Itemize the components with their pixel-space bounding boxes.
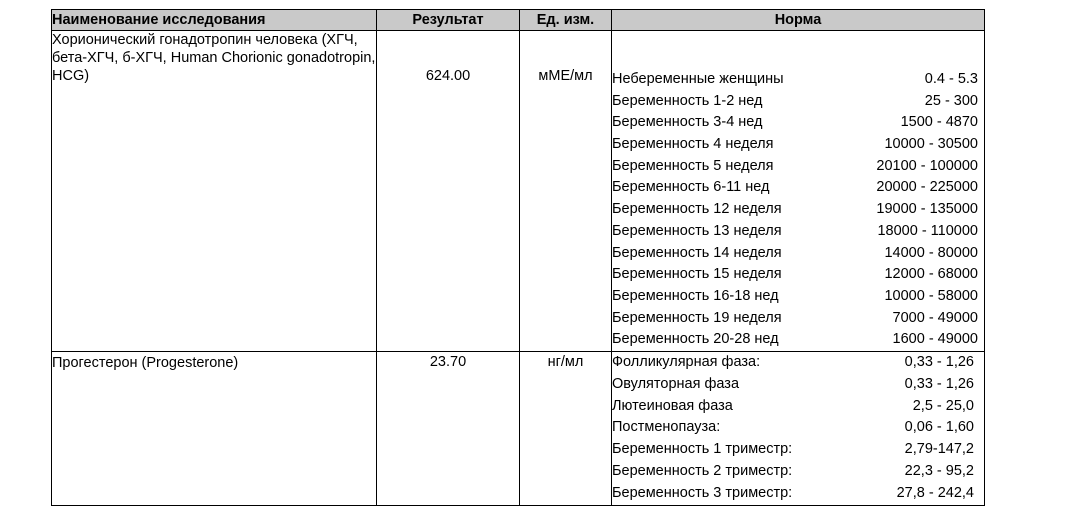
norm-range: 0,06 - 1,60 (904, 419, 974, 436)
norm-range: 20100 - 100000 (876, 157, 978, 174)
norm-range: 14000 - 80000 (884, 244, 978, 261)
norm-range: 22,3 - 95,2 (904, 462, 974, 479)
test-result: 624.00 (425, 68, 471, 84)
test-unit-cell (520, 351, 612, 505)
test-name: Прогестерон (Progesterone) (52, 351, 377, 505)
norm-label: Небеременные женщины (612, 71, 784, 87)
norm-item (612, 221, 984, 243)
norm-label: Беременность 3-4 нед (612, 114, 763, 131)
norm-cell (612, 31, 985, 352)
norm-label: Беременность 1-2 нед (612, 92, 763, 109)
norm-label: Беременность 2 триместр: (612, 462, 793, 479)
norm-label: Беременность 20-28 нед (612, 331, 779, 348)
norm-label: Постменопауза: (612, 419, 721, 436)
norm-list (612, 69, 984, 351)
norm-range: 19000 - 135000 (876, 201, 978, 218)
norm-item (612, 329, 984, 351)
norm-range: 27,8 - 242,4 (896, 484, 974, 501)
norm-label: Беременность 14 неделя (612, 244, 782, 261)
norm-item (612, 199, 984, 221)
test-result: 23.70 (429, 353, 467, 370)
norm-item (612, 264, 984, 286)
norm-item (612, 69, 984, 91)
norm-item (612, 374, 984, 396)
norm-item (612, 483, 984, 505)
norm-range: 0,33 - 1,26 (904, 375, 974, 392)
norm-item (612, 417, 984, 439)
norm-label: Беременность 6-11 нед (612, 179, 770, 196)
norm-range: 2,5 - 25,0 (912, 397, 974, 414)
norm-item (612, 177, 984, 199)
norm-item (612, 91, 984, 113)
norm-label: Лютеиновая фаза (612, 397, 733, 414)
norm-item (612, 112, 984, 134)
norm-label: Беременность 19 неделя (612, 309, 782, 326)
norm-range: 10000 - 58000 (884, 287, 978, 304)
norm-range: 18000 - 110000 (877, 222, 978, 239)
test-result-cell (377, 31, 520, 352)
norm-item (612, 308, 984, 330)
norm-label: Беременность 16-18 нед (612, 287, 779, 304)
norm-item (612, 156, 984, 178)
norm-range: 10000 - 30500 (884, 136, 978, 153)
header-unit: Ед. изм. (520, 10, 612, 31)
norm-range: 25 - 300 (924, 92, 978, 109)
test-unit-cell (520, 31, 612, 352)
norm-item (612, 134, 984, 156)
norm-range: 20000 - 225000 (876, 179, 978, 196)
norm-label: Беременность 3 триместр: (612, 484, 793, 501)
norm-item (612, 461, 984, 483)
norm-label: Беременность 12 неделя (612, 201, 782, 218)
norm-range: 7000 - 49000 (892, 309, 978, 326)
norm-item (612, 243, 984, 265)
norm-label: Фолликулярная фаза: (612, 353, 761, 370)
test-name: Хорионический гонадотропин человека (ХГЧ, бета-ХГЧ, б-ХГЧ, Human Chorionic gonadotropin, HCG) (52, 31, 377, 352)
norm-label: Беременность 5 неделя (612, 157, 774, 174)
header-test-name: Наименование исследования (52, 10, 377, 31)
norm-item (612, 286, 984, 308)
norm-item (612, 439, 984, 461)
norm-range: 0.4 - 5.3 (924, 71, 978, 87)
norm-range: 0,33 - 1,26 (904, 353, 974, 370)
table-row-hcg (52, 31, 985, 352)
norm-label: Овуляторная фаза (612, 375, 740, 392)
header-norm: Норма (612, 10, 985, 31)
lab-results-table (51, 9, 985, 506)
table-row-progesterone (52, 351, 985, 505)
norm-item (612, 396, 984, 418)
test-result-cell (377, 351, 520, 505)
norm-label: Беременность 4 неделя (612, 136, 774, 153)
norm-range: 1600 - 49000 (892, 331, 978, 348)
norm-list (612, 352, 984, 505)
norm-label: Беременность 13 неделя (612, 222, 782, 239)
header-result: Результат (377, 10, 520, 31)
norm-range: 12000 - 68000 (884, 266, 978, 283)
norm-cell (612, 351, 985, 505)
norm-label: Беременность 1 триместр: (612, 441, 793, 458)
norm-item (612, 352, 984, 374)
test-unit: мМЕ/мл (538, 68, 593, 84)
norm-range: 1500 - 4870 (900, 114, 978, 131)
test-unit: нг/мл (547, 353, 584, 370)
table-header-row (52, 10, 985, 31)
norm-label: Беременность 15 неделя (612, 266, 782, 283)
norm-range: 2,79-147,2 (904, 441, 974, 458)
